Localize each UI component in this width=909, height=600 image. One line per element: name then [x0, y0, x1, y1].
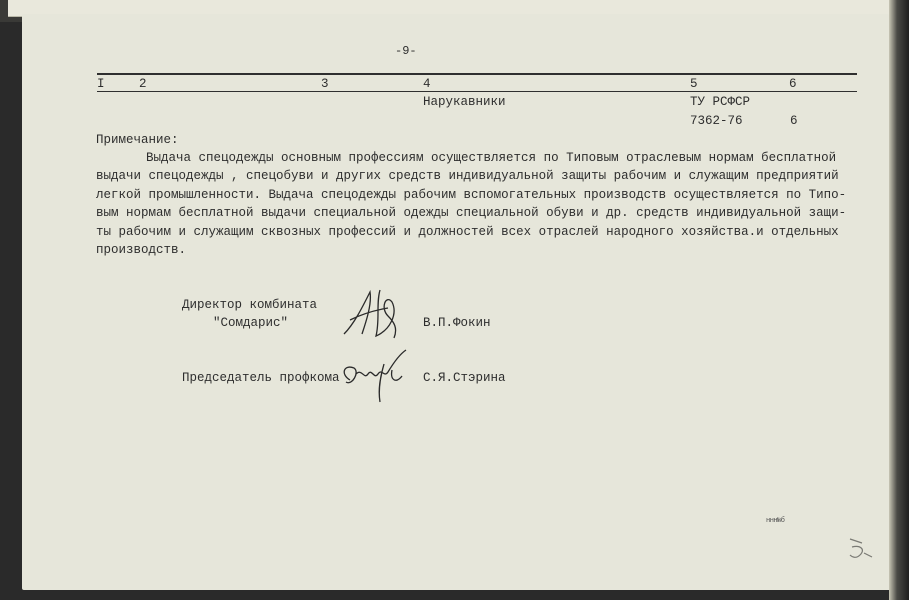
note-label: Примечание: [96, 133, 179, 147]
archive-stamp: ннн№б [766, 517, 785, 525]
column-number-3: 3 [321, 77, 329, 91]
column-number-2: 2 [139, 77, 147, 91]
table-cell-quantity: 6 [790, 114, 798, 128]
note-line: Выдача спецодежды основным профессиям осуществляется по Типовым отраслевым нормам бесплатной [146, 151, 837, 165]
note-paragraph [96, 149, 847, 259]
column-number-5: 5 [690, 77, 698, 91]
margin-pencil-mark [846, 535, 878, 563]
director-signature [336, 284, 412, 342]
note-line: производств. [96, 243, 187, 258]
binder-edge [889, 0, 909, 600]
note-line: легкой промышленности. Выдача спецодежды рабочим вспомогательных производств осуществляется по Типо- [96, 187, 847, 202]
chair-signature [336, 344, 412, 406]
table-top-rule [97, 73, 857, 75]
page-number: -9- [395, 44, 417, 58]
column-number-6: 6 [789, 77, 797, 91]
table-cell-item: Нарукавники [423, 95, 506, 109]
column-number-4: 4 [423, 77, 431, 91]
director-name: В.П.Фокин [423, 316, 491, 330]
column-number-1: I [97, 77, 105, 91]
note-line: выдачи спецодежды , спецобуви и других средств индивидуальной защиты рабочим и служащим предприятий [96, 169, 839, 184]
director-company: "Сомдарис" [213, 316, 289, 330]
chair-name: С.Я.Стэрина [423, 371, 506, 385]
note-line: вым нормам бесплатной выдачи специальной одежды специальной обуви и др. средств индивидуальной защи- [96, 206, 847, 221]
table-header-rule [97, 91, 857, 92]
note-line: ты рабочим и служащим сквозных профессий и должностей всех отраслей народного хозяйства.и отдельных [96, 224, 839, 239]
table-cell-standard-line1: ТУ РСФСР [690, 95, 751, 109]
chair-title: Председатель профкома [182, 371, 340, 385]
director-title: Директор комбината [182, 298, 318, 312]
table-cell-standard-line2: 7362-76 [690, 114, 743, 128]
